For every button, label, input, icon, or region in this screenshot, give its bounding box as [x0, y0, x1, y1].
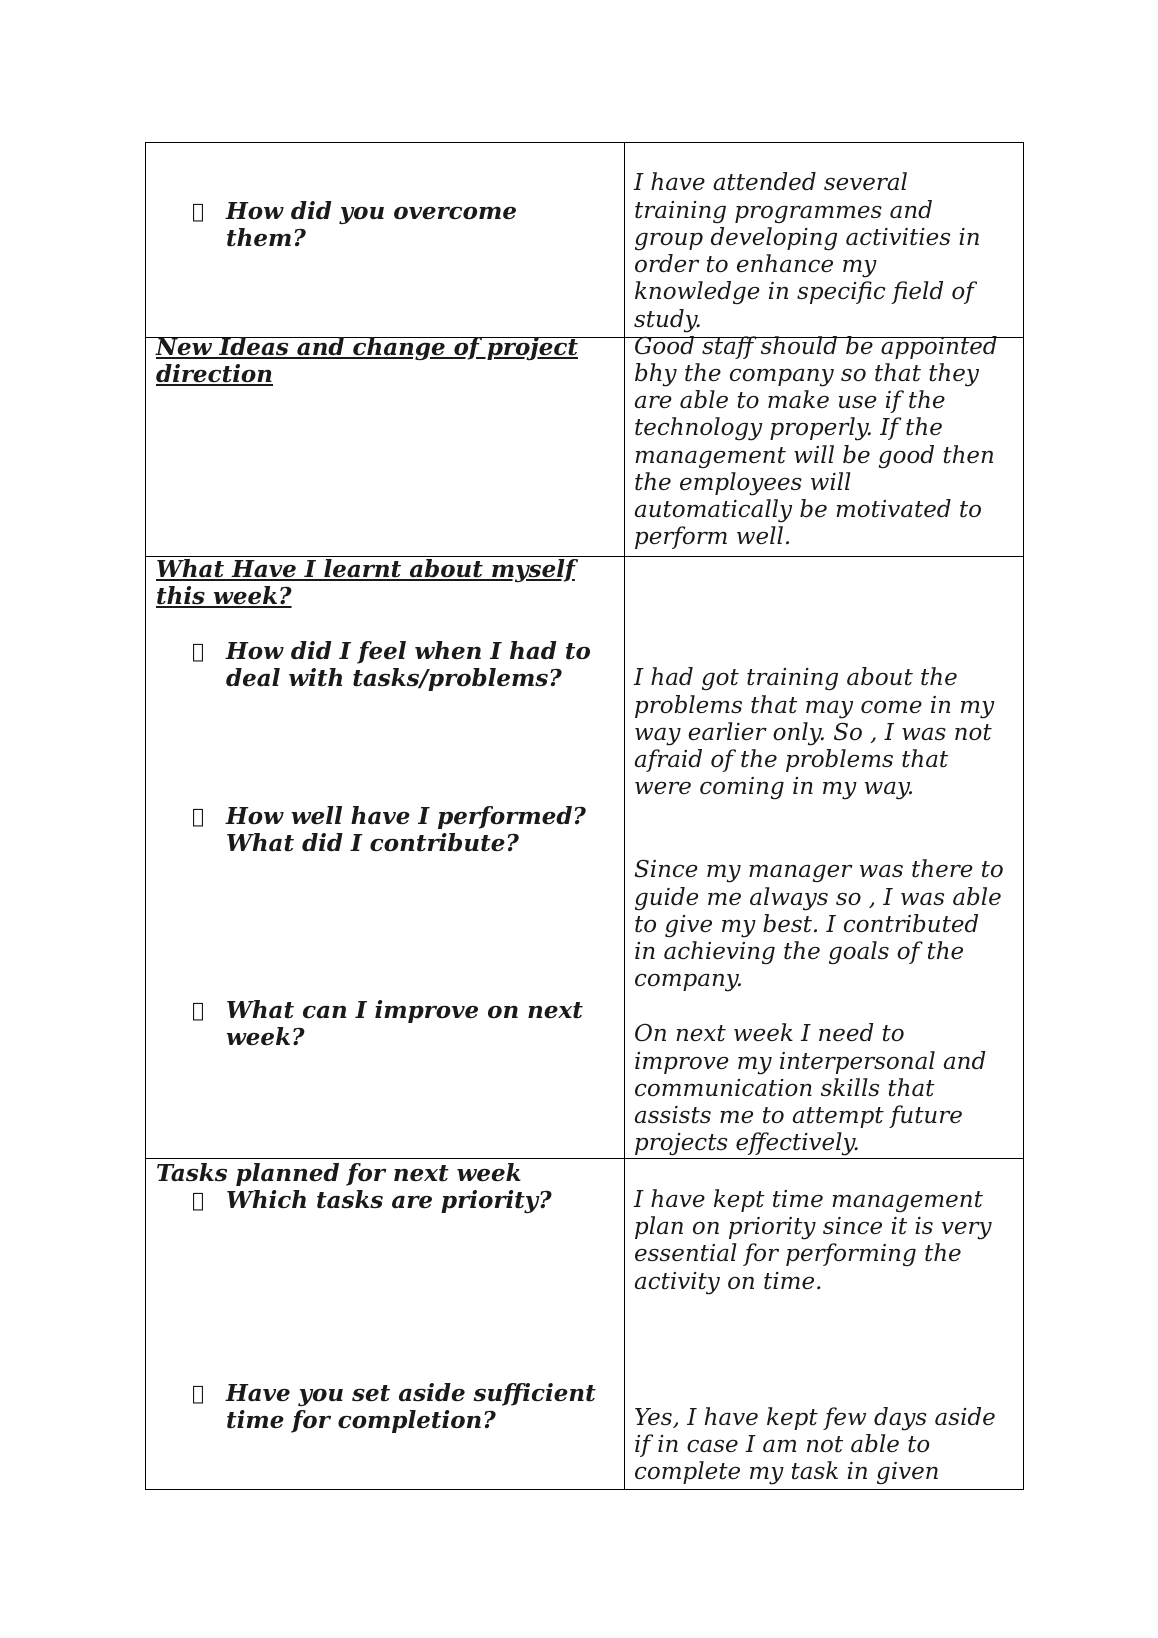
question-time-line-2: time for completion?: [226, 1407, 496, 1434]
answer-feel-line-1: I had got training about the: [634, 665, 958, 691]
answer-overcome-line-3: group developing activities in: [634, 225, 981, 251]
question-feel-line-2: deal with tasks/problems?: [226, 665, 562, 692]
answer-feel-line-3: way earlier only. So , I was not: [634, 720, 992, 746]
answer-priority-line-4: activity on time.: [634, 1269, 823, 1295]
bullet-icon: [188, 997, 208, 1024]
heading-new-ideas-line-1: New Ideas and change of project: [156, 334, 578, 361]
heading-learnt-line-1: What Have I learnt about myself: [156, 556, 575, 583]
column-divider: [624, 143, 625, 1489]
answer-performed-line-2: guide me always so , I was able: [634, 885, 1002, 911]
question-feel-line-1: How did I feel when I had to: [226, 638, 591, 665]
question-improve-line-2: week?: [226, 1024, 305, 1051]
question-priority-line-1: Which tasks are priority?: [226, 1187, 552, 1214]
answer-feel-line-4: afraid of the problems that: [634, 747, 949, 773]
heading-new-ideas-line-2: direction: [156, 361, 273, 388]
question-time-line-1: Have you set aside sufficient: [226, 1380, 596, 1407]
answer-feel-line-5: were coming in my way.: [634, 774, 915, 800]
answer-overcome-line-6: study.: [634, 307, 702, 333]
answer-new-ideas-line-5: management will be good then: [634, 443, 995, 469]
answer-improve-line-2: improve my interpersonal and: [634, 1049, 987, 1075]
answer-overcome-line-1: I have attended several: [634, 170, 908, 196]
answer-new-ideas-line-7: automatically be motivated to: [634, 497, 982, 523]
answer-performed-line-3: to give my best. I contributed: [634, 912, 980, 938]
answer-new-ideas-line-3: are able to make use if the: [634, 388, 946, 414]
answer-priority-line-3: essential for performing the: [634, 1241, 962, 1267]
answer-time-line-2: if in case I am not able to: [634, 1432, 931, 1458]
answer-new-ideas-line-6: the employees will: [634, 470, 852, 496]
question-overcome-line-1: How did you overcome: [226, 198, 517, 225]
answer-improve-line-1: On next week I need to: [634, 1021, 905, 1047]
answer-improve-line-4: assists me to attempt future: [634, 1103, 963, 1129]
heading-learnt-line-2: this week?: [156, 583, 292, 610]
question-improve-line-1: What can I improve on next: [226, 997, 583, 1024]
question-performed-line-1: How well have I performed?: [226, 803, 586, 830]
bullet-icon: [188, 638, 208, 665]
answer-improve-line-3: communication skills that: [634, 1076, 935, 1102]
reflection-table: [145, 142, 1024, 1490]
answer-overcome-line-4: order to enhance my: [634, 252, 877, 278]
bullet-icon: [188, 1187, 208, 1214]
answer-new-ideas-line-1: Good staff should be appointed: [634, 334, 998, 360]
answer-overcome-line-5: knowledge in specific field of: [634, 279, 974, 305]
bullet-icon: [188, 198, 208, 225]
answer-performed-line-1: Since my manager was there to: [634, 857, 1004, 883]
answer-new-ideas-line-4: technology properly. If the: [634, 415, 943, 441]
answer-performed-line-5: company.: [634, 966, 744, 992]
tasks-planned-title: Tasks planned for next week: [156, 1160, 522, 1187]
row-divider: [146, 1158, 1023, 1159]
answer-priority-line-1: I have kept time management: [634, 1187, 983, 1213]
answer-overcome-line-2: training programmes and: [634, 198, 933, 224]
answer-feel-line-2: problems that may come in my: [634, 693, 995, 719]
answer-performed-line-4: in achieving the goals of the: [634, 939, 965, 965]
answer-priority-line-2: plan on priority since it is very: [634, 1214, 992, 1240]
question-overcome-line-2: them?: [226, 225, 306, 252]
answer-new-ideas-line-8: perform well.: [634, 524, 792, 550]
answer-time-line-1: Yes, I have kept few days aside: [634, 1405, 996, 1431]
answer-time-line-3: complete my task in given: [634, 1459, 940, 1485]
answer-new-ideas-line-2: bhy the company so that they: [634, 361, 979, 387]
bullet-icon: [188, 803, 208, 830]
answer-improve-line-5: projects effectively.: [634, 1130, 860, 1156]
bullet-icon: [188, 1380, 208, 1407]
question-performed-line-2: What did I contribute?: [226, 830, 519, 857]
